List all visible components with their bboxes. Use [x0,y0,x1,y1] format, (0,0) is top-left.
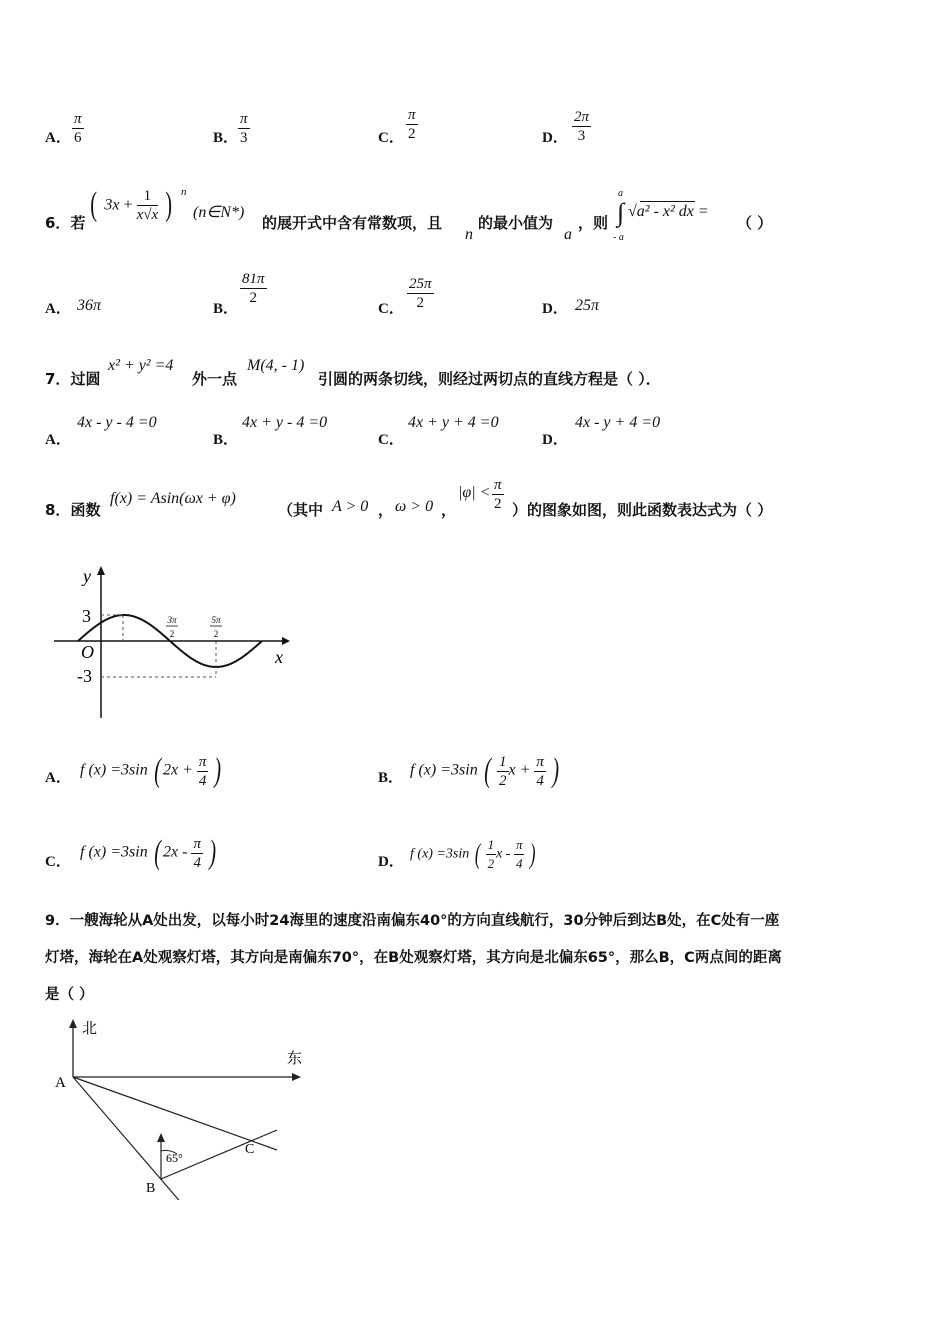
q5-option-b[interactable]: B． [213,130,239,146]
origin-label: O [81,642,94,662]
q6-number: 6．若 [45,214,86,232]
y-max-label: 3 [82,606,91,626]
q8-option-b-value: f (x) =3sin ( $\frac{1}{2}$ x + $\frac{\pi}{4}$ ) [410,752,559,789]
q5-option-a-value: $\frac{\pi}{6}$ [74,111,82,146]
point-c-label: C [245,1142,255,1157]
q6-option-c-value: $\frac{25\pi}{2}$ [409,276,432,311]
q7-option-b-value: 4x + y - 4 =0 [242,414,328,431]
q8-option-a[interactable]: A． [45,770,71,786]
q6-condition: (n∈N*) [193,204,245,221]
q7-text3: 引圆的两条切线，则经过两切点的直线方程是（ ）． [318,370,661,388]
path-ab [73,1077,183,1200]
q8-option-d[interactable]: D． [378,854,404,870]
q6-option-a[interactable]: A． [45,301,71,317]
point-b-label: B [146,1181,156,1196]
q6-exponent: n [181,186,187,198]
q6-sqrt-bar [640,201,695,202]
q5-option-b-value: $\frac{\pi}{3}$ [240,111,248,146]
q6-integral-sign: ∫ [617,198,625,227]
tick2-den: 2 [213,629,219,639]
q8-option-c-value: f (x) =3sin ( 2x - $\frac{\pi}{4}$ ) [80,834,217,871]
tick1-den: 2 [169,629,175,639]
q5-option-c[interactable]: C． [378,130,404,146]
q6-binomial-fraction: $\frac{1}{x√x}$ [136,187,159,223]
q8-function: f(x) = Asin(ωx + φ) [110,490,236,507]
y-label: y [83,566,91,586]
q8-cond1: A > 0 [332,498,369,515]
q8-text2: （其中 [278,501,324,519]
q7-option-a[interactable]: A． [45,432,71,448]
q8-option-b[interactable]: B． [378,770,404,786]
q9-line2: 灯塔，海轮在A处观察灯塔，其方向是南偏东70°，在B处观察灯塔，其方向是北偏东65°，那么B，C两点间的距离 [45,950,782,966]
q7-point: M(4, - 1) [247,357,305,374]
angle-label: 65° [166,1151,183,1165]
q6-binomial: ( 3x + $\frac{1}{x√x}$ ) [90,186,173,223]
q7-option-b[interactable]: B． [213,432,239,448]
q5-option-d[interactable]: D． [542,130,568,146]
q7-circle: x² + y² =4 [108,357,174,374]
q5-option-a[interactable]: A． [45,130,71,146]
q8-option-a-value: f (x) =3sin ( 2x + $\frac{\pi}{4}$ ) [80,752,222,789]
q6-text2: 的最小值为 [478,214,554,232]
q8-option-c[interactable]: C． [45,854,71,870]
q7-lead: 7．过圆 [45,370,101,388]
q7-option-d[interactable]: D． [542,432,568,448]
y-min-label: -3 [77,666,92,686]
q7-option-c[interactable]: C． [378,432,404,448]
east-label: 东 [287,1049,303,1067]
tick2-num: 5π [211,615,221,625]
x-axis-arrow [282,637,290,645]
q5-option-c-value: $\frac{\pi}{2}$ [408,107,416,142]
x-label: x [275,647,283,667]
q7-option-d-value: 4x - y + 4 =0 [575,414,661,431]
q7-option-a-value: 4x - y - 4 =0 [77,414,157,431]
q6-n-var: n [465,226,473,243]
q5-option-d-value: $\frac{2\pi}{3}$ [574,109,590,144]
q6-option-b-value: $\frac{81\pi}{2}$ [242,271,265,306]
y-axis-arrow [97,566,105,575]
tick1-num: 3π [167,615,177,625]
point-a-label: A [55,1075,66,1091]
q8-cond3-fraction: $\frac{\pi}{2}$ [494,477,502,512]
b-north-arrow [157,1133,165,1142]
q6-int-upper: a [618,188,623,199]
q8-sine-graph [50,560,300,722]
q6-text1: 的展开式中含有常数项，且 [262,214,443,232]
q6-a-var: a [564,226,572,243]
q7-text2: 外一点 [192,370,238,388]
q6-option-d-value: 25π [575,297,600,314]
north-label: 北 [82,1019,98,1037]
q8-cond2: ω > 0 [395,498,434,515]
q8-text3: ）的图象如图，则此函数表达式为（ ） [512,501,773,519]
q9-line1: 9．一艘海轮从A处出发，以每小时24海里的速度沿南偏东40°的方向直线航行，30分钟后到达B处，在C处有一座 [45,913,780,929]
east-arrow [292,1073,301,1081]
q6-int-lower: - a [613,232,624,243]
q6-option-a-value: 36π [77,297,102,314]
q6-option-c[interactable]: C． [378,301,404,317]
q8-lead: 8．函数 [45,501,101,519]
q8-option-d-value: f (x) =3sin ( $\frac{1}{2}$ x - $\frac{\pi}{4}$ ) [410,837,536,871]
q9-navigation-diagram [45,1015,310,1200]
q7-option-c-value: 4x + y + 4 =0 [408,414,499,431]
q6-integrand: √a² - x² dx = [628,203,709,220]
q6-option-d[interactable]: D． [542,301,568,317]
q6-tail: （ ） [737,214,773,232]
q8-cond3: |φ| < [458,484,491,501]
q6-text3: ，则 [578,214,609,232]
q6-option-b[interactable]: B． [213,301,239,317]
north-arrow [69,1019,77,1028]
q9-line3: 是（ ） [45,987,94,1003]
